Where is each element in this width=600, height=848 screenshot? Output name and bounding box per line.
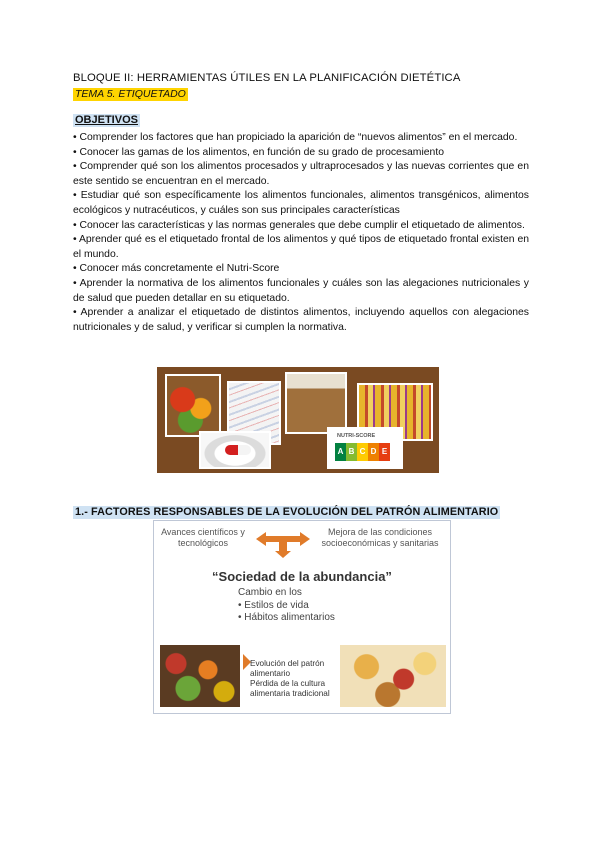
nutri-score-grade-d: D bbox=[368, 443, 379, 461]
pill-icon bbox=[225, 445, 251, 455]
objetivo-item: • Comprender qué son los alimentos procesados y ultraprocesados y las nuevas corrientes que en este sentido se encuentran en el mercado. bbox=[73, 161, 529, 187]
diagram-left-text: Avances científicos y tecnológicos bbox=[161, 527, 245, 548]
diagram-evolution-line1: Evolución del patrón alimentario bbox=[250, 659, 325, 678]
tema-heading: TEMA 5. ETIQUETADO bbox=[75, 88, 186, 100]
grocery-bags-photo bbox=[285, 372, 347, 434]
bloque-heading: BLOQUE II: HERRAMIENTAS ÚTILES EN LA PLANIFICACIÓN DIETÉTICA bbox=[73, 72, 461, 84]
objetivo-item: • Conocer más concretamente el Nutri-Score bbox=[73, 263, 280, 275]
nutri-score-grade-e: E bbox=[379, 443, 390, 461]
traditional-food-photo bbox=[160, 645, 240, 707]
diagram-evolution-text bbox=[250, 659, 340, 699]
converging-arrow-icon bbox=[254, 529, 312, 559]
food-collage-image bbox=[157, 367, 439, 473]
plate-pill-photo bbox=[199, 431, 271, 469]
objetivo-item: • Conocer las características y las normas generales que debe cumplir el etiquetado de alimentos. bbox=[73, 219, 525, 231]
diagram-change-list bbox=[238, 587, 335, 625]
objetivo-item: • Aprender la normativa de los alimentos funcionales y cuáles son las alegaciones nutricionales y de salud que pueden detallar en su etiquetado. bbox=[73, 277, 529, 304]
diagram-cambio: Cambio en los bbox=[238, 587, 302, 598]
diagram-right-text: Mejora de las condiciones socioeconómicas y sanitarias bbox=[321, 527, 439, 548]
nutri-score-grade-c: C bbox=[357, 443, 368, 461]
section-1-title: 1.- FACTORES RESPONSABLES DE LA EVOLUCIÓN DEL PATRÓN ALIMENTARIO bbox=[75, 506, 499, 518]
processed-food-photo bbox=[340, 645, 446, 707]
objetivo-item: • Aprender qué es el etiquetado frontal de los alimentos y qué tipos de etiquetado frontal existen en el mundo. bbox=[73, 234, 529, 260]
nutri-score-grade-b: B bbox=[346, 443, 357, 461]
diagram-item-estilos: • Estilos de vida bbox=[238, 599, 309, 611]
nutri-score-grade-a: A bbox=[335, 443, 346, 461]
nutri-score-label: NUTRI-SCORE bbox=[337, 433, 376, 439]
diagram-evolution-line2: Pérdida de la cultura alimentaria tradicional bbox=[250, 679, 330, 698]
objetivo-item: • Conocer las gamas de los alimentos, en función de su grado de procesamiento bbox=[73, 146, 444, 158]
diagram-item-habitos: • Hábitos alimentarios bbox=[238, 612, 335, 623]
nutri-score-logo bbox=[327, 427, 403, 469]
objetivos-list bbox=[73, 131, 529, 335]
evolution-diagram bbox=[153, 520, 451, 714]
nutri-score-bar bbox=[335, 443, 390, 461]
vegetable-basket-photo bbox=[165, 374, 221, 437]
objetivo-item: • Aprender a analizar el etiquetado de distintos alimentos, incluyendo aquellos con alegaciones nutricionales y de salud, y verificar si cumplen la normativa. bbox=[73, 307, 529, 333]
objetivo-item: • Comprender los factores que han propiciado la aparición de “nuevos alimentos” en el mercado. bbox=[73, 132, 518, 143]
diagram-main-text: “Sociedad de la abundancia” bbox=[212, 569, 392, 584]
objetivo-item: • Estudiar qué son específicamente los alimentos funcionales, alimentos transgénicos, alimentos ecológicos y nutracéuticos, y cuáles son sus principales características bbox=[73, 190, 529, 216]
objetivos-heading: OBJETIVOS bbox=[75, 114, 138, 126]
